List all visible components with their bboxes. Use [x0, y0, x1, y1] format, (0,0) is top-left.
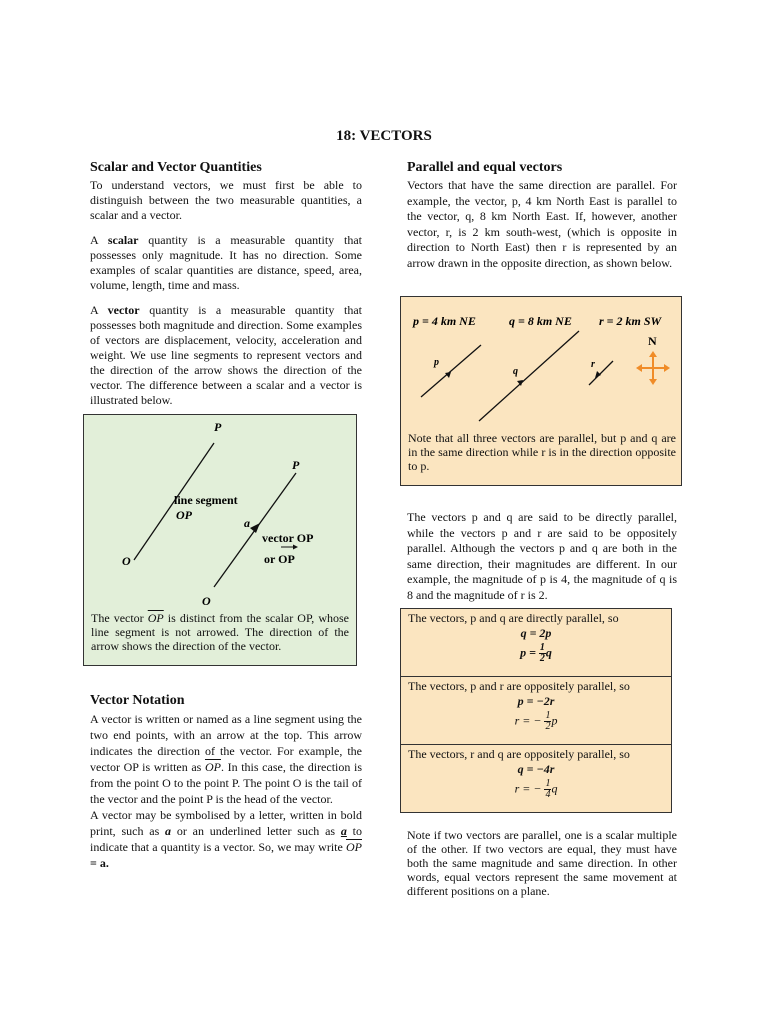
label-vector-op: vector OP: [262, 531, 314, 545]
vector-p: [421, 345, 481, 397]
figure-caption: The vector $\overline{OP}$ is distinct from the scalar OP, whose line segment is not arrowed. The direction of the arrow shows the direction of the vector.: [91, 611, 349, 653]
label-P-right: P: [292, 458, 300, 472]
underlined-letter-a: a: [340, 824, 347, 838]
paragraph-notation-1: A vector is written or named as a line segment using the two end points, with an arrow at the top. This arrow indicates the direction of the vector. For example, the vector OP is written as $\overline{OP}$. In this case, the direction is from the point O to the point P. The point O is the tail of the vector and the point P is the head of the vector.: [90, 712, 363, 806]
vector-notation-section: [90, 693, 362, 871]
eq-r-label: r = 2 km SW: [599, 314, 662, 328]
paragraph-equal-vectors: Note if two vectors are parallel, one is a scalar multiple of the other. If two vectors are equal, they must have both the same magnitude and same direction. In other words, equal vectors represent the same movement at different positions on a plane.: [407, 828, 677, 898]
equation-box-rq: The vectors, r and q are oppositely parallel, so q = −4r r = − $\frac{1}{4}$ q: [401, 745, 671, 812]
directly-oppositely-section: [407, 510, 677, 603]
eq-p-minus-2r: p = −2r: [517, 694, 555, 708]
equation-boxes: [400, 608, 672, 813]
paragraph-intro: To understand vectors, we must first be able to distinguish between the two measurable quantities, a scalar and a vector.: [90, 178, 362, 222]
eq-q-2p: q = 2p: [520, 626, 552, 640]
paragraph-notation-2: A vector may be symbolised by a letter, written in bold print, such as a or an underlined letter such as a to indicate that a quantity is a vector. So, we may write $\overline{OP} = a$.: [90, 808, 363, 870]
compass-icon: [636, 351, 670, 385]
label-a: a: [244, 516, 250, 530]
scalar-vector-figure-box: [83, 414, 357, 666]
eq-p-half-q: p = $\frac{1}{2}$ q: [520, 642, 552, 664]
vector-r-label: r: [591, 359, 595, 370]
label-op: OP: [176, 508, 192, 522]
paragraph-scalar: A scalar quantity is a measurable quantity that possesses only magnitude. It has no direction. Some examples of scalar quantities are distance, speed, area, volume, length, time and mass.: [90, 233, 362, 292]
bold-letter-a: a: [165, 824, 172, 838]
equation-box-pr: The vectors, p and r are oppositely parallel, so p = −2r r = − $\frac{1}{2}$ p: [401, 677, 671, 745]
eq-q-minus-4r: q = −4r: [517, 762, 555, 776]
vector-q: [479, 331, 579, 421]
label-O-left: O: [122, 554, 131, 568]
vector-arrowhead-icon: [250, 523, 260, 533]
paragraph-vector: A vector quantity is a measurable quantity that possesses both magnitude and direction. Some examples of vectors are displacement, velocity, acceleration and weight. We use line segments to represent vectors and the direction of the arrow shows the direction of the vector. The difference between a scalar and a vector is illustrated below.: [90, 303, 362, 407]
eq-q-label: q = 8 km NE: [509, 314, 572, 328]
label-O-bottom: O: [202, 594, 211, 608]
left-column: [90, 160, 362, 408]
label-or-op: or OP: [264, 552, 295, 566]
right-column: [407, 160, 677, 271]
parallel-vectors-figure-box: [400, 296, 682, 486]
section-heading-vector-notation: Vector Notation: [90, 693, 185, 708]
page-title: 18: VECTORS: [336, 128, 432, 144]
term-vector: vector: [107, 303, 140, 317]
term-scalar: scalar: [107, 233, 139, 247]
notation-op: $\overline{OP}$: [204, 760, 221, 774]
paragraph-parallel: Vectors that have the same direction are parallel. For example, the vector, p, 4 km North East is parallel to the vector, q, 8 km North East. If, however, another vector, r, is 2 km south-west, (which is opposite in direction to North East) then r is represented by an arrow drawn in the opposite direction, as shown below.: [407, 178, 677, 270]
eq-p-label: p = 4 km NE: [413, 314, 476, 328]
north-label: N: [648, 334, 657, 348]
parallel-vectors-diagram: [401, 297, 681, 432]
vector-p-label: p: [434, 357, 439, 368]
equation-box-pq: The vectors, p and q are directly parallel, so q = 2p p = $\frac{1}{2}$ q: [401, 609, 671, 677]
overline-arrowhead-icon: [293, 545, 298, 550]
eq-r-minus-quarter-q: r = − $\frac{1}{4}$ q: [514, 778, 558, 800]
parallel-figure-caption: Note that all three vectors are parallel, but p and q are in the same direction while r is in the direction opposite to p.: [408, 431, 676, 473]
section-heading-scalar-vector: Scalar and Vector Quantities: [90, 160, 262, 175]
eq-r-minus-half-p: r = − $\frac{1}{2}$ p: [514, 710, 558, 732]
scalar-vector-diagram: [84, 415, 356, 611]
vector-q-label: q: [513, 366, 518, 377]
notation-op-2: $\overline{OP}$: [346, 840, 362, 854]
section-heading-parallel: Parallel and equal vectors: [407, 160, 563, 175]
label-line-segment: line segment: [174, 493, 238, 507]
equal-vectors-note: [407, 828, 677, 898]
vector-r-arrow-icon: [595, 371, 601, 378]
caption-op-vector: $\overline{OP}$: [147, 611, 164, 625]
label-P-top: P: [214, 420, 222, 434]
paragraph-directly-oppositely: The vectors p and q are said to be directly parallel, while the vectors p and r are said to be oppositely parallel. Although the vectors p and q are both in the same direction, their magnitudes are different. In our example, the magnitude of p is 4, the magnitude of q is 8 and the magnitude of r is 2.: [407, 510, 677, 602]
